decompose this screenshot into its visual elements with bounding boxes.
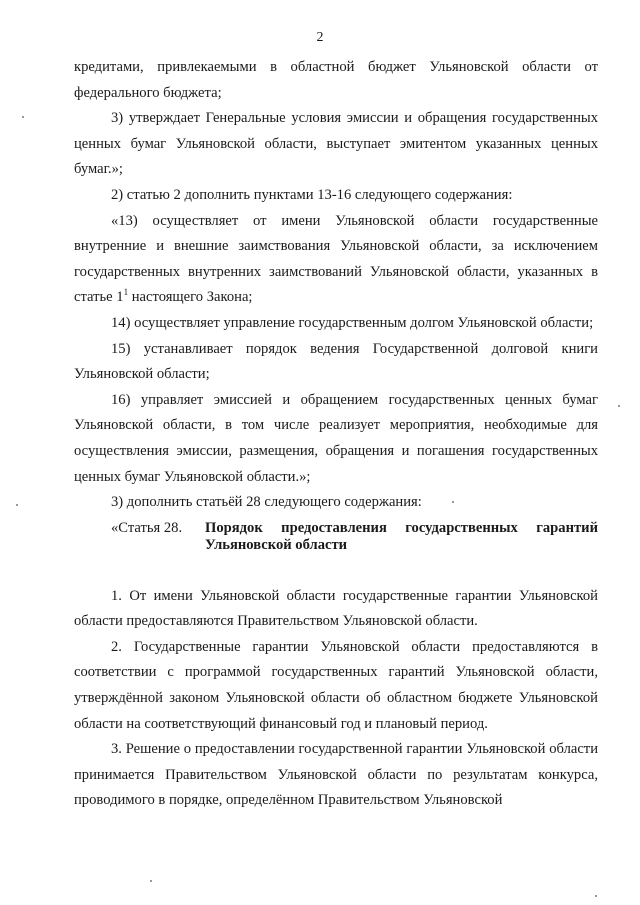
article-28-number: «Статья 28. [111, 519, 183, 536]
paragraph-item-3-general-conditions: 3) утверждает Генеральные условия эмиссии и обращения государственных ценных бумаг Ульяновской области, выступает эмитентом указанных ценных бумаг.»; [74, 110, 598, 178]
heading-spacer [74, 554, 598, 584]
scan-speck [22, 116, 24, 118]
paragraph-item-15: 15) устанавливает порядок ведения Государственной долговой книги Ульяновской области; [74, 340, 598, 383]
paragraph-clause-1: 1. От имени Ульяновской области государственные гарантии Ульяновской области предоставляются Правительством Ульяновской области. [74, 587, 598, 630]
superscript-marker: 1 [123, 287, 129, 298]
scan-speck [150, 880, 152, 882]
paragraph-clause-2: 2. Государственные гарантии Ульяновской области предоставляются в соответствии с программой государственных гарантий Ульяновской области, утверждённой законом Ульяновской области об областном бюджете Ульяновской области на соответствующий финансовый год и плановый период. [74, 638, 598, 732]
item-13-text: «13) осуществляет от имени Ульяновской области государственные внутренние и внешние заимствования Ульяновской области, за исключением государственных внутренних заимствований Ульяновской области, указанных в статье 1 [74, 212, 598, 306]
paragraph-amend-article-28: 3) дополнить статьёй 28 следующего содержания: [111, 494, 422, 511]
scan-speck [618, 405, 620, 407]
scan-speck [452, 501, 454, 503]
scan-speck [595, 895, 597, 897]
item-13-tail: настоящего Закона; [128, 289, 253, 306]
paragraph-item-16: 16) управляет эмиссией и обращением государственных ценных бумаг Ульяновской области, в том числе реализует мероприятия, необходимые для осуществления эмиссии, размещения, обращения и погашения государственных ценных бумаг Ульяновской области.»; [74, 391, 598, 485]
page-number: 2 [316, 30, 324, 45]
document-body [74, 55, 598, 814]
scan-speck [16, 504, 18, 506]
paragraph-clause-3: 3. Решение о предоставлении государственной гарантии Ульяновской области принимается Правительством Ульяновской области по результатам конкурса, проводимого в порядке, определённом Правительством Ульяновской [74, 741, 598, 809]
paragraph-continuation: кредитами, привлекаемыми в областной бюджет Ульяновской области от федерального бюджета; [74, 59, 598, 101]
article-28-heading [74, 516, 598, 554]
article-28-title: Порядок предоставления государственных гарантий Ульяновской области [205, 519, 598, 553]
paragraph-amend-article-2: 2) статью 2 дополнить пунктами 13-16 следующего содержания: [111, 186, 513, 203]
paragraph-item-13 [74, 209, 598, 311]
paragraph-item-14: 14) осуществляет управление государственным долгом Ульяновской области; [111, 314, 594, 331]
